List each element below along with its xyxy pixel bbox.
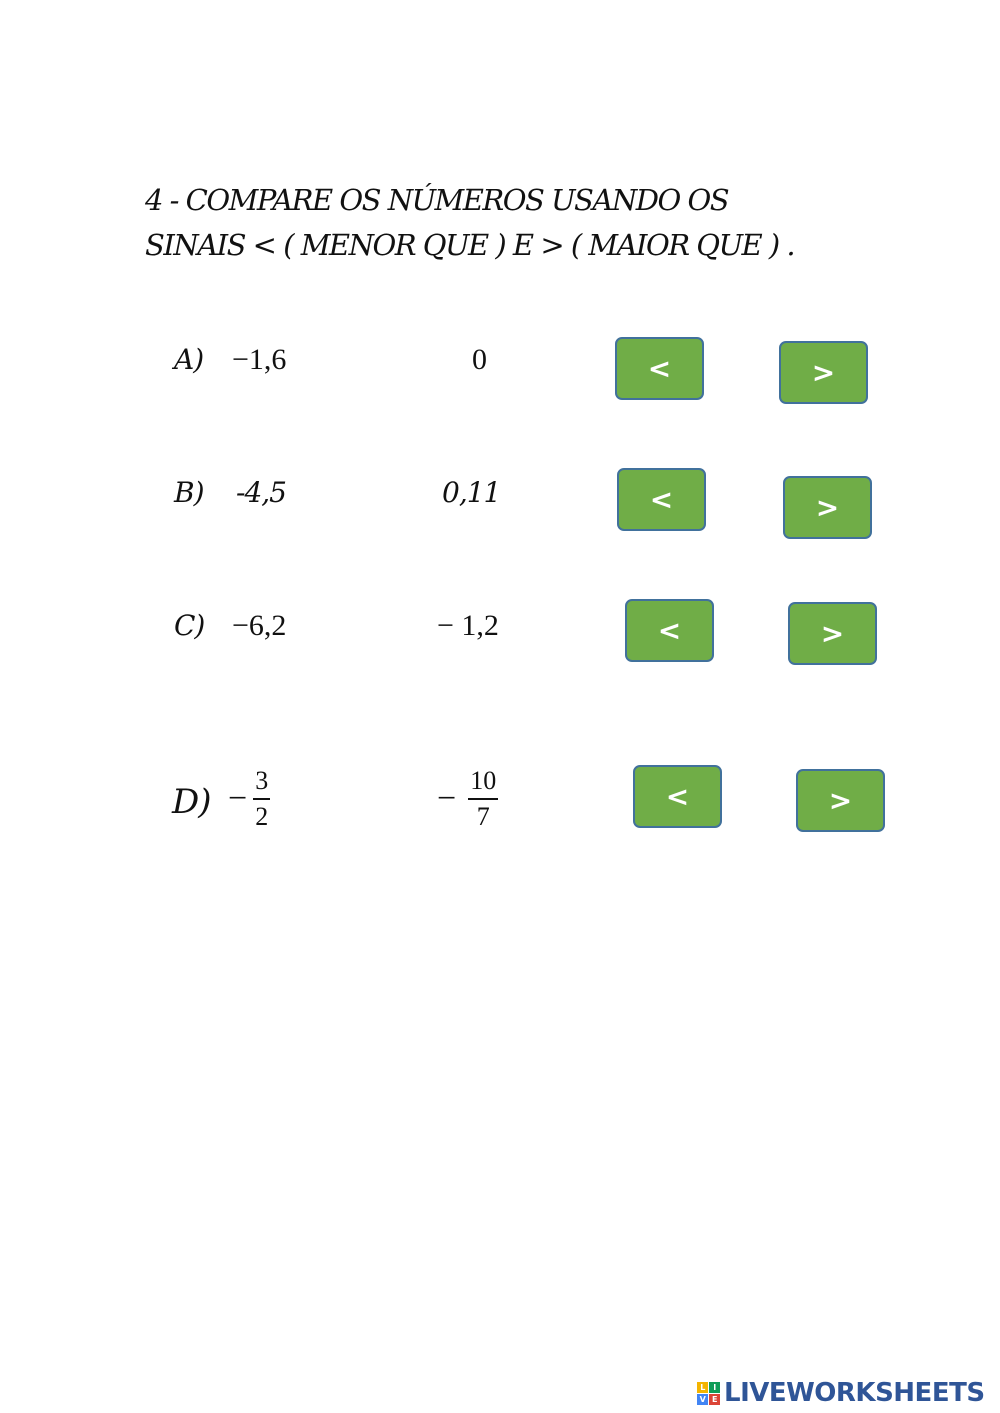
row-d-less-than-button[interactable]: < [633,765,722,828]
row-d-left-denominator: 2 [255,802,269,831]
row-d-left-frac [253,766,270,832]
logo-letter-i: I [709,1382,720,1393]
row-a-less-than-button[interactable]: < [615,337,704,400]
row-a-left-number: −1,6 [232,343,287,376]
row-d-left-fraction [228,766,270,832]
row-a-label: A) [174,343,204,376]
row-a-greater-than-button[interactable]: > [779,341,868,404]
liveworksheets-brand [697,1378,985,1408]
row-a-right-number: 0 [472,343,487,376]
row-d-label: D) [172,782,211,822]
row-c-greater-than-button[interactable]: > [788,602,877,665]
row-c-left-number: −6,2 [232,609,287,642]
instructions-line-2: SINAIS < ( MENOR QUE ) E > ( MAIOR QUE ) . [145,228,795,262]
row-d-right-numerator: 10 [468,766,498,800]
row-b-greater-than-button[interactable]: > [783,476,872,539]
logo-letter-e: E [709,1394,720,1405]
row-b-less-than-button[interactable]: < [617,468,706,531]
instructions [145,178,925,268]
liveworksheets-logo-icon [697,1382,720,1405]
row-d-left-sign: − [228,780,248,817]
row-d-left-numerator: 3 [253,766,270,800]
row-b-left-number: -4,5 [236,476,286,509]
row-d-right-frac [468,766,498,832]
logo-letter-l: L [697,1382,708,1393]
row-c-less-than-button[interactable]: < [625,599,714,662]
row-b-label: B) [174,476,204,509]
row-d-right-denominator: 7 [476,802,490,831]
row-d-right-sign: − [437,780,457,817]
row-d-right-fraction [437,766,498,832]
row-d-greater-than-button[interactable]: > [796,769,885,832]
instructions-line-1: 4 - COMPARE OS NÚMEROS USANDO OS [145,183,729,217]
brand-name: LIVEWORKSHEETS [724,1378,985,1408]
row-b-right-number: 0,11 [442,476,501,509]
row-c-label: C) [174,609,205,642]
logo-letter-v: V [697,1394,708,1405]
row-c-right-number: − 1,2 [437,609,499,642]
